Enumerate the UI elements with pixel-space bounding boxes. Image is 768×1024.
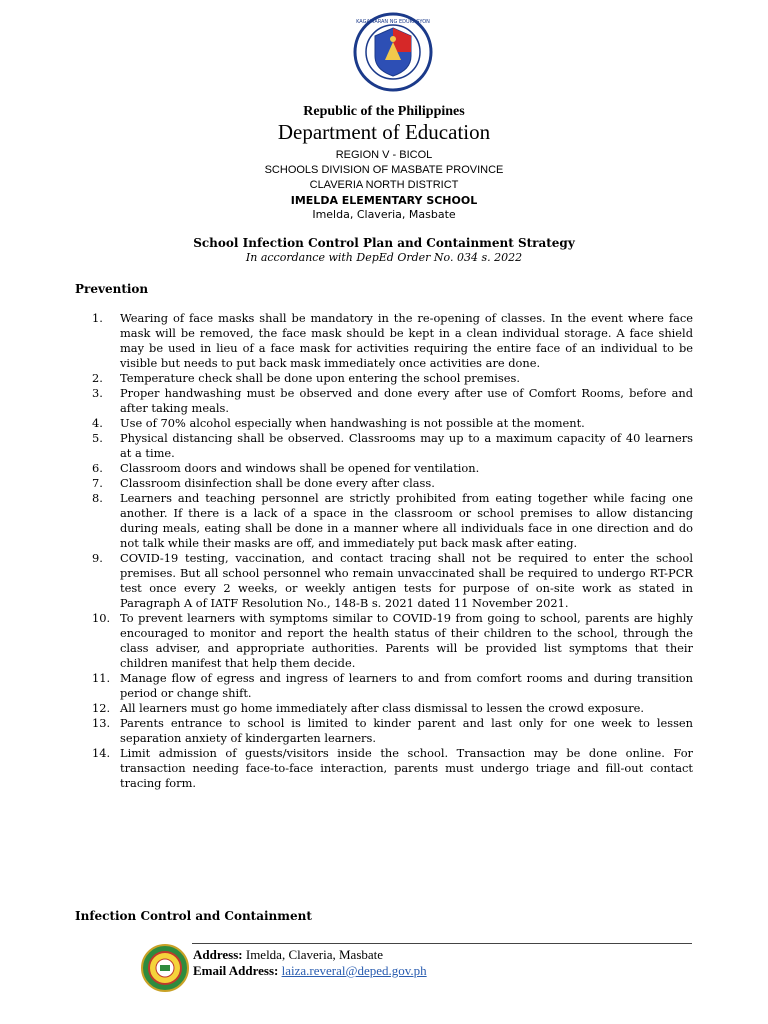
division-line: SCHOOLS DIVISION OF MASBATE PROVINCE	[264, 164, 504, 176]
infection-control-heading: Infection Control and Containment	[75, 909, 312, 923]
item-number: 5.	[92, 431, 103, 445]
footer-address	[193, 947, 383, 963]
item-text: Classroom doors and windows shall be opened for ventilation.	[120, 461, 480, 475]
prevention-item	[92, 461, 693, 476]
item-text: COVID-19 testing, vaccination, and contact tracing shall not be required to enter the school premises. But all school personnel who remain unvaccinated shall be required to undergo RT-PCR test once every 2 weeks, or weekly antigen tests for purpose of on-site work as stated in Paragraph A of IATF Resolution No., 148-B s. 2021 dated 11 November 2021.	[120, 551, 693, 610]
item-number: 11.	[92, 671, 111, 685]
address-value: Imelda, Claveria, Masbate	[245, 947, 384, 962]
prevention-item	[92, 431, 693, 461]
item-text: Classroom disinfection shall be done every after class.	[120, 476, 435, 490]
item-number: 6.	[92, 461, 103, 475]
item-number: 2.	[92, 371, 103, 385]
item-number: 10.	[92, 611, 111, 625]
prevention-item	[92, 416, 693, 431]
item-text: Wearing of face masks shall be mandatory in the re-opening of classes. In the event where face mask will be removed, the face mask should be kept in a clean individual storage. A face shield may be used in lieu of a face mask for activities requiring the entire face of an individual to be visible but needs to put back mask immediately once activities are done.	[120, 311, 693, 370]
district-line: CLAVERIA NORTH DISTRICT	[309, 179, 459, 191]
item-number: 8.	[92, 491, 103, 505]
school-location: Imelda, Claveria, Masbate	[312, 208, 456, 221]
item-text: Use of 70% alcohol especially when handwashing is not possible at the moment.	[120, 416, 585, 430]
footer-divider	[192, 943, 692, 944]
prevention-item	[92, 746, 693, 791]
item-text: To prevent learners with symptoms similar to COVID-19 from going to school, parents are highly encouraged to monitor and report the health status of their children to the school, through the class adviser, and appropriate authorities. Parents will be provided list symptoms that their children manifest that help them decide.	[120, 611, 693, 670]
item-number: 4.	[92, 416, 103, 430]
footer-email	[193, 963, 427, 979]
email-label: Email Address:	[193, 963, 279, 978]
item-number: 12.	[92, 701, 111, 715]
prevention-item	[92, 311, 693, 371]
prevention-item	[92, 476, 693, 491]
item-number: 9.	[92, 551, 103, 565]
item-text: Parents entrance to school is limited to kinder parent and last only for one week to lessen separation anxiety of kindergarten learners.	[120, 716, 693, 745]
item-text: Learners and teaching personnel are strictly prohibited from eating together while facing one another. If there is a lack of a space in the classroom or school premises to allow distancing during meals, eating shall be done in a manner where all individuals face in one direction and do not talk while their masks are off, and immediately put back mask after eating.	[120, 491, 693, 550]
item-number: 3.	[92, 386, 103, 400]
item-number: 14.	[92, 746, 111, 760]
deped-seal-icon	[353, 12, 433, 92]
prevention-item	[92, 611, 693, 671]
region-line: REGION V - BICOL	[335, 149, 433, 161]
item-text: Manage flow of egress and ingress of learners to and from comfort rooms and during transition period or change shift.	[120, 671, 693, 700]
prevention-heading: Prevention	[75, 282, 149, 296]
item-text: Proper handwashing must be observed and done every after use of Comfort Rooms, before and after taking meals.	[120, 386, 693, 415]
school-name: IMELDA ELEMENTARY SCHOOL	[290, 194, 478, 207]
svg-text:KAGAWARAN NG EDUKASYON: KAGAWARAN NG EDUKASYON	[356, 19, 430, 25]
address-label: Address:	[193, 947, 243, 962]
document-title: School Infection Control Plan and Containment Strategy	[193, 236, 575, 250]
prevention-item	[92, 671, 693, 701]
prevention-list	[92, 311, 693, 791]
item-text: Temperature check shall be done upon entering the school premises.	[120, 371, 520, 385]
prevention-item	[92, 716, 693, 746]
item-text: Limit admission of guests/visitors inside the school. Transaction may be done online. For transaction needing face-to-face interaction, parents must undergo triage and fill-out contact tracing form.	[120, 746, 693, 790]
item-text: Physical distancing shall be observed. Classrooms may up to a maximum capacity of 40 learners at a time.	[120, 431, 693, 460]
item-number: 1.	[92, 311, 103, 325]
department-heading: Department of Education	[277, 120, 491, 144]
item-text: All learners must go home immediately after class dismissal to lessen the crowd exposure.	[120, 701, 645, 715]
republic-heading: Republic of the Philippines	[303, 104, 465, 119]
email-link[interactable]: laiza.reveral@deped.gov.ph	[281, 963, 427, 978]
prevention-item	[92, 371, 693, 386]
item-number: 7.	[92, 476, 103, 490]
document-subtitle: In accordance with DepEd Order No. 034 s. 2022	[245, 251, 523, 264]
prevention-item	[92, 701, 693, 716]
prevention-item	[92, 491, 693, 551]
prevention-item	[92, 551, 693, 611]
prevention-item	[92, 386, 693, 416]
school-logo-icon	[141, 944, 189, 992]
item-number: 13.	[92, 716, 111, 730]
